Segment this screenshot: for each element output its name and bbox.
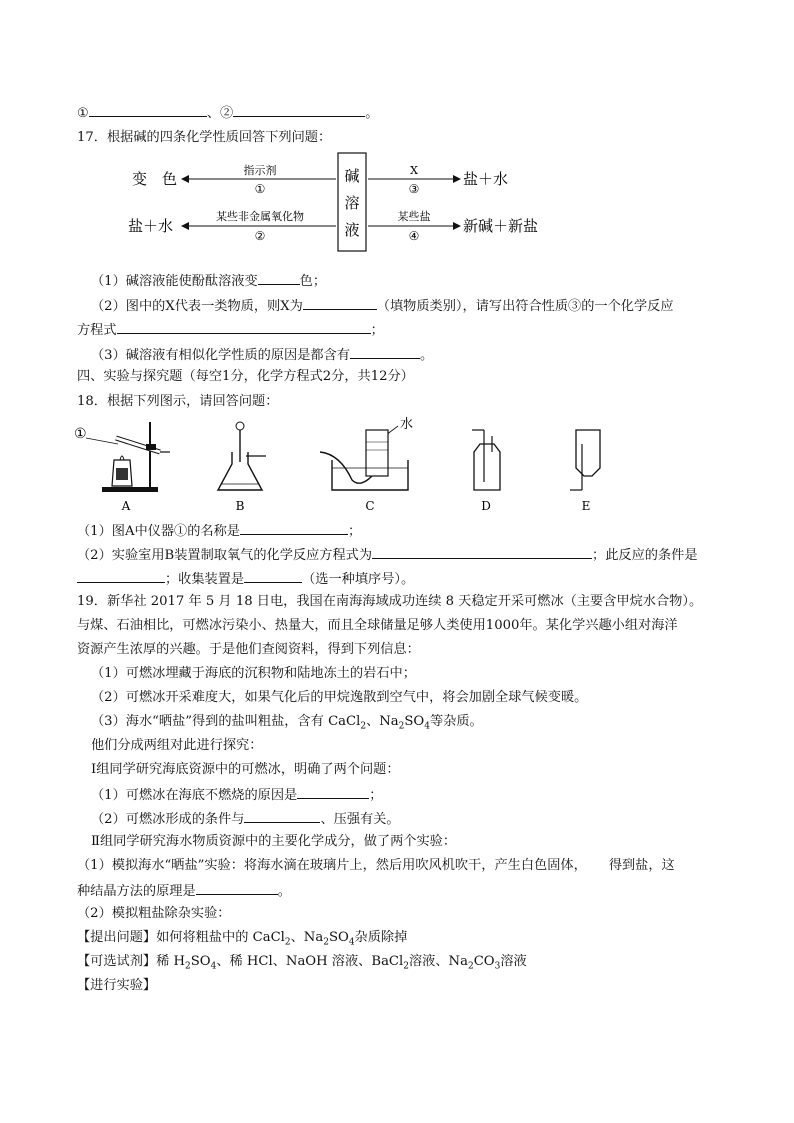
blank: [303, 297, 377, 310]
instrument-marker: ①: [74, 426, 87, 442]
q19-intro-2: 与煤、石油相比，可燃冰污染小、热量大，而且全球储量足够人类使用1000年。某化学兴趣小组对海洋: [77, 618, 678, 633]
property-3-num: ③: [408, 182, 420, 196]
raise-question: 【提出问题】如何将粗盐中的 CaCl$_2$、$Na_2SO_4$杂质除掉: [77, 930, 408, 948]
label-b: B: [235, 499, 245, 513]
q17-part2-equation: 方程式 ；: [77, 323, 384, 338]
q19-exp-1: （1）模拟海水“晒盐”实验：将海水滴在玻璃片上，然后用吹风机吹干，产生白色固体， 得到盐，这: [77, 858, 675, 873]
blank: [240, 522, 348, 535]
conduct-experiment: 【进行实验】: [77, 978, 157, 993]
q19-info-3: （3）海水“晒盐”得到的盐叫粗盐，含有 CaCl$_2$、$Na_2SO_4$等杂质。: [91, 714, 483, 732]
apparatus-a: [74, 422, 170, 513]
blank: [117, 321, 371, 334]
blank: [77, 570, 165, 583]
blank: [372, 546, 592, 559]
q19-exp-2: （2）模拟粗盐除杂实验：: [77, 906, 231, 921]
label-d: D: [481, 499, 491, 513]
q17-part3: （3）碱溶液有相似化学性质的原因是都含有 。: [91, 348, 434, 363]
blank: [89, 104, 207, 117]
salt-water-right-text: 盐＋水: [463, 170, 509, 188]
blank: [244, 570, 302, 583]
question-17: 17．根据碱的四条化学性质回答下列问题：: [77, 130, 332, 145]
apparatus-e: [570, 430, 600, 513]
q19-group-2: Ⅱ组同学研究海水物质资源中的主要化学成分，做了两个实验：: [91, 834, 457, 849]
q19-exp-1-cont: 种结晶方法的原理是 。: [77, 884, 291, 899]
property-4-num: ④: [408, 229, 420, 243]
water-label: 水: [400, 417, 414, 432]
color-change-text: 变 色: [132, 170, 178, 188]
question-18: 18．根据下列图示，请回答问题：: [77, 394, 279, 409]
nonmetal-oxide-label: 某些非金属氧化物: [216, 210, 304, 223]
q19-intro-1: 19．新华社 2017 年 5 月 18 日电，我国在南海海域成功连续 8 天稳定开采可燃冰（主要含甲烷水合物）。: [77, 594, 703, 609]
q19-info-2: （2）可燃冰开采难度大，如果气化后的甲烷逸散到空气中，将会加剧全球气候变暖。: [91, 690, 588, 705]
q19-group-1-q1: （1）可燃冰在海底不燃烧的原因是 ；: [91, 788, 383, 803]
label-a: A: [121, 499, 131, 513]
indicator-label: 指示剂: [243, 164, 277, 177]
apparatus-c: [320, 416, 413, 513]
q18-part2-cont: ；收集装置是 （选一种填序号）。: [77, 570, 414, 588]
x-label: X: [410, 164, 418, 177]
some-salt-label: 某些盐: [397, 210, 431, 223]
blank: [233, 104, 365, 117]
apparatus-figure: [70, 414, 630, 514]
base-properties-diagram: [120, 148, 560, 258]
q18-part1: （1）图A中仪器①的名称是 ；: [77, 524, 362, 539]
q17-part2: （2）图中的X代表一类物质，则X为 （填物质类别），请写出符合性质③的一个化学反应: [91, 299, 674, 314]
blank: [196, 882, 278, 895]
blank: [244, 810, 320, 823]
new-base-new-salt-text: 新碱＋新盐: [463, 217, 539, 235]
q17-part1: （1）碱溶液能使酚酞溶液变 色；: [91, 274, 327, 289]
q18-part2: （2）实验室用B装置制取氧气的化学反应方程式为 ；此反应的条件是: [77, 548, 698, 563]
q19-group-1: Ⅰ组同学研究海底资源中的可燃冰，明确了两个问题：: [91, 762, 400, 777]
apparatus-d: [472, 430, 500, 513]
apparatus-b: [218, 422, 266, 513]
blank: [297, 786, 369, 799]
label-c: C: [365, 499, 375, 513]
q19-info-1: （1）可燃冰埋藏于海底的沉积物和陆地冻土的岩石中；: [91, 666, 416, 681]
property-2-num: ②: [254, 229, 266, 243]
property-1-num: ①: [254, 182, 266, 196]
center-char-3: 液: [344, 221, 360, 239]
blank: [258, 272, 300, 285]
salt-water-left-text: 盐＋水: [128, 217, 174, 235]
center-char-1: 碱: [344, 167, 360, 185]
blank: [350, 346, 420, 359]
label-e: E: [581, 499, 591, 513]
section-4-heading: 四、实验与探究题（每空1分，化学方程式2分，共12分）: [77, 369, 414, 384]
center-char-2: 溶: [344, 194, 360, 212]
q19-group-1-q2: （2）可燃冰形成的条件与 、压强有关。: [91, 812, 400, 827]
q19-intro-3: 资源产生浓厚的兴趣。于是他们查阅资料，得到下列信息：: [77, 642, 420, 657]
answer-line-1: ① 、② 。: [77, 106, 379, 121]
q19-groups: 他们分成两组对此进行探究：: [91, 738, 263, 753]
optional-reagents: 【可选试剂】稀 $H_2SO_4$、稀 HCl、NaOH 溶液、BaCl$_2$溶液、$Na_2CO_3$溶液: [77, 954, 527, 972]
